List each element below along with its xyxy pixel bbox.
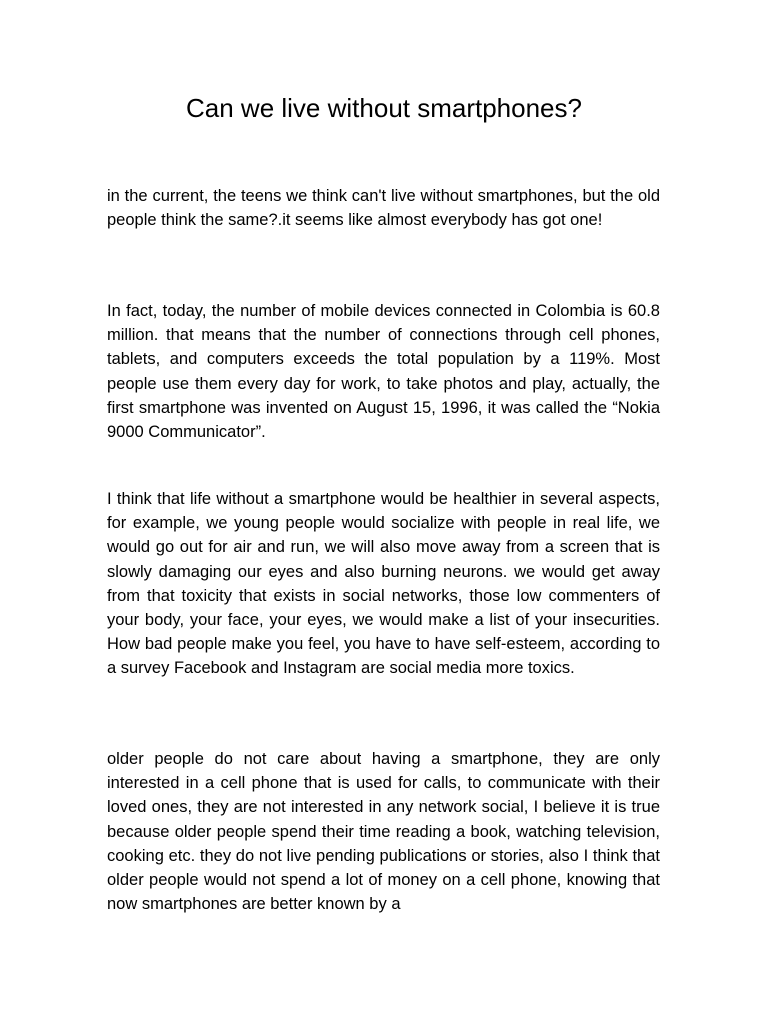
paragraph-older-people: older people do not care about having a smartphone, they are only interested in a cell phone that is used for calls, to communicate with their loved ones, they are not interested in any network social, I believe it is true because older people spend their time reading a book, watching television, cooking etc. they do not live pending publications or stories, also I think that older people would not spend a lot of money on a cell phone, knowing that now smartphones are better known by a (107, 750, 660, 914)
paragraph-intro: in the current, the teens we think can't live without smartphones, but the old people think the same?.it seems like almost everybody has got one! (107, 187, 660, 230)
paragraph-statistics: In fact, today, the number of mobile devices connected in Colombia is 60.8 million. that means that the number of connections through cell phones, tablets, and computers exceeds the total population by a 119%. Most people use them every day for work, to take photos and play, actually, the first smartphone was invented on August 15, 1996, it was called the “Nokia 9000 Communicator”. (107, 302, 660, 442)
document-title: Can we live without smartphones? (186, 93, 582, 123)
paragraph-life-without-smartphone: I think that life without a smartphone would be healthier in several aspects, for example, we young people would socialize with people in real life, we would go out for air and run, we will also move away from a screen that is slowly damaging our eyes and also burning neurons. we would get away from that toxicity that exists in social networks, those low commenters of your body, your face, your eyes, we would make a list of your insecurities. How bad people make you feel, you have to have self-esteem, according to a survey Facebook and Instagram are social media more toxics. (107, 490, 660, 678)
